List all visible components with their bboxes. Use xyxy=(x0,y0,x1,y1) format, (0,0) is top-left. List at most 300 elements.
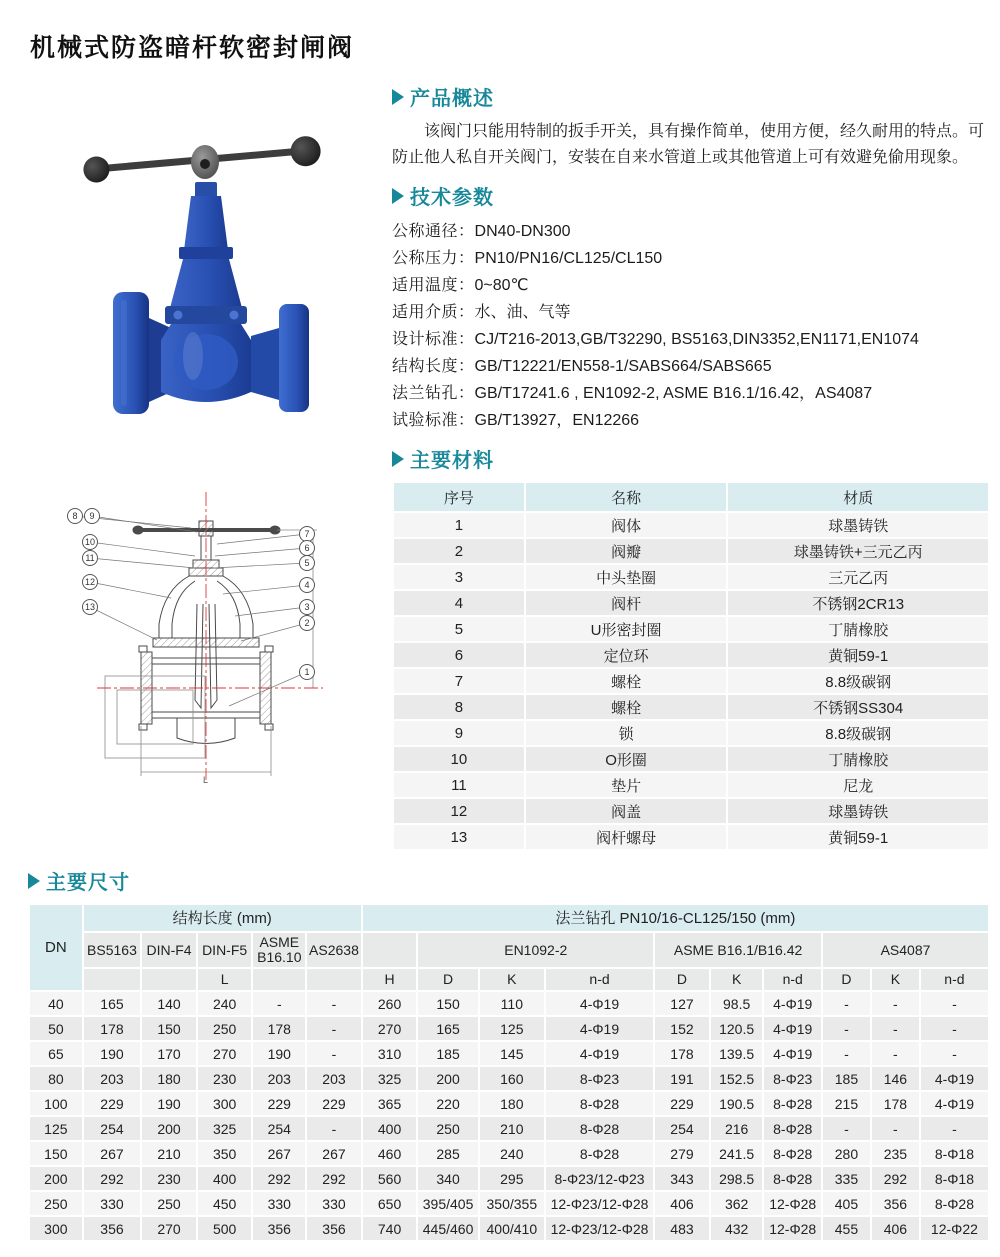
dims-cell: 406 xyxy=(872,1217,919,1240)
dims-cell: 350 xyxy=(198,1142,252,1165)
dims-cell: 450 xyxy=(198,1192,252,1215)
dims-corner-cell: DN xyxy=(30,905,82,990)
materials-header-cell: 材质 xyxy=(728,483,988,511)
materials-cell: 球墨铸铁+三元乙丙 xyxy=(728,539,988,563)
dims-cell: 8-Φ23/12-Φ23 xyxy=(546,1167,653,1190)
table-row xyxy=(30,1142,988,1165)
dims-cell: - xyxy=(307,1042,361,1065)
dims-sub-cell: K xyxy=(711,969,763,990)
dims-cell: 178 xyxy=(84,1017,141,1040)
dims-cell: 165 xyxy=(84,992,141,1015)
dims-sub-cell: n-d xyxy=(921,969,988,990)
dims-cell: 160 xyxy=(480,1067,544,1090)
dims-cell: 210 xyxy=(480,1117,544,1140)
dims-cell: 250 xyxy=(30,1192,82,1215)
dims-cell: 280 xyxy=(823,1142,870,1165)
materials-cell: 定位环 xyxy=(526,643,727,667)
callout-number: 10 xyxy=(84,537,96,548)
dims-cell: 190.5 xyxy=(711,1092,763,1115)
dims-cell: 8-Φ28 xyxy=(764,1167,821,1190)
table-row xyxy=(30,1167,988,1190)
dims-cell: 220 xyxy=(418,1092,477,1115)
dims-cell: 8-Φ28 xyxy=(546,1092,653,1115)
dims-group-length: 结构长度 (mm) xyxy=(84,905,361,931)
dims-cell: 4-Φ19 xyxy=(764,992,821,1015)
dims-cell: - xyxy=(307,992,361,1015)
materials-cell: 中头垫圈 xyxy=(526,565,727,589)
table-row xyxy=(30,1192,988,1215)
materials-cell: 7 xyxy=(394,669,524,693)
dims-cell: 185 xyxy=(823,1067,870,1090)
table-row xyxy=(394,565,988,589)
overview-heading-text: 产品概述 xyxy=(410,88,494,110)
dims-cell: 8-Φ18 xyxy=(921,1142,988,1165)
dims-cell: 127 xyxy=(655,992,709,1015)
table-row xyxy=(30,1067,988,1090)
dims-cell: 150 xyxy=(142,1017,196,1040)
dims-cell: 152 xyxy=(655,1017,709,1040)
dims-cell: 240 xyxy=(480,1142,544,1165)
dims-cell: 260 xyxy=(363,992,417,1015)
dims-cell: 229 xyxy=(84,1092,141,1115)
dims-cell: 343 xyxy=(655,1167,709,1190)
materials-cell: 13 xyxy=(394,825,524,849)
callout-number: 6 xyxy=(304,543,310,554)
dims-cell: 8-Φ23 xyxy=(764,1067,821,1090)
dimension-label-L: L xyxy=(203,775,209,785)
materials-table xyxy=(392,481,990,851)
dims-cell: 125 xyxy=(30,1117,82,1140)
dims-cell: - xyxy=(823,1117,870,1140)
dims-cell: 229 xyxy=(655,1092,709,1115)
dims-cell: 12-Φ22 xyxy=(921,1217,988,1240)
dims-cell: 200 xyxy=(30,1167,82,1190)
dims-cell: 295 xyxy=(480,1167,544,1190)
dimensions-table xyxy=(28,903,990,1242)
dims-cell: 178 xyxy=(253,1017,305,1040)
dims-cell: 362 xyxy=(711,1192,763,1215)
dims-sub-cell xyxy=(253,969,305,990)
param-value: GB/T17241.6 , EN1092-2, ASME B16.1/16.42，AS4087 xyxy=(474,385,873,402)
dims-cell: - xyxy=(872,1017,919,1040)
dims-cell: 356 xyxy=(84,1217,141,1240)
dims-cell: 230 xyxy=(142,1167,196,1190)
callout-number: 7 xyxy=(304,529,310,540)
dims-cell: 4-Φ19 xyxy=(546,992,653,1015)
dims-cell: 8-Φ18 xyxy=(921,1167,988,1190)
callout-number: 5 xyxy=(304,558,310,569)
materials-cell: 8.8级碳钢 xyxy=(728,721,988,745)
dims-standard-cell: DIN-F5 xyxy=(198,933,252,967)
dims-header-row-2 xyxy=(30,933,988,967)
dims-cell: 330 xyxy=(84,1192,141,1215)
callout-number: 2 xyxy=(304,618,310,629)
dims-cell: 254 xyxy=(655,1117,709,1140)
dims-cell: 350/355 xyxy=(480,1192,544,1215)
dims-cell: - xyxy=(921,1017,988,1040)
materials-cell: 8 xyxy=(394,695,524,719)
dims-cell: 300 xyxy=(198,1092,252,1115)
right-column xyxy=(392,82,990,851)
callout-number: 4 xyxy=(304,580,310,591)
materials-cell: 黄铜59-1 xyxy=(728,643,988,667)
dims-cell: 292 xyxy=(84,1167,141,1190)
param-row xyxy=(392,245,990,272)
materials-cell: 5 xyxy=(394,617,524,641)
dims-cell: 560 xyxy=(363,1167,417,1190)
dims-cell: 4-Φ19 xyxy=(921,1067,988,1090)
dims-cell: 229 xyxy=(307,1092,361,1115)
dims-cell: 12-Φ23/12-Φ28 xyxy=(546,1192,653,1215)
dims-cell: - xyxy=(307,1117,361,1140)
dims-cell: - xyxy=(921,992,988,1015)
materials-cell: 尼龙 xyxy=(728,773,988,797)
dims-cell: - xyxy=(872,1042,919,1065)
dims-cell: 120.5 xyxy=(711,1017,763,1040)
dims-cell: 8-Φ28 xyxy=(764,1092,821,1115)
param-row xyxy=(392,380,990,407)
right-flange xyxy=(279,304,309,412)
dims-cell: 110 xyxy=(480,992,544,1015)
dims-cell: 340 xyxy=(418,1167,477,1190)
dims-cell: - xyxy=(307,1017,361,1040)
dims-cell: 40 xyxy=(30,992,82,1015)
callout-number: 3 xyxy=(304,602,310,613)
dims-cell: 270 xyxy=(363,1017,417,1040)
dims-flange-group-cell: AS4087 xyxy=(823,933,988,967)
dims-sub-cell: H xyxy=(363,969,417,990)
dims-cell: 178 xyxy=(655,1042,709,1065)
dims-cell: 395/405 xyxy=(418,1192,477,1215)
dims-cell: 203 xyxy=(307,1067,361,1090)
dims-sub-cell: n-d xyxy=(546,969,653,990)
dims-cell: - xyxy=(823,1042,870,1065)
materials-cell: 11 xyxy=(394,773,524,797)
valve-body xyxy=(113,182,309,414)
table-row xyxy=(30,1042,988,1065)
dims-heading-text: 主要尺寸 xyxy=(46,872,130,894)
table-row xyxy=(394,799,988,823)
dims-cell: 125 xyxy=(480,1017,544,1040)
dims-sub-cell: K xyxy=(872,969,919,990)
dims-cell: 8-Φ28 xyxy=(921,1192,988,1215)
dims-cell: 4-Φ19 xyxy=(764,1017,821,1040)
materials-cell: 3 xyxy=(394,565,524,589)
param-row xyxy=(392,218,990,245)
dims-cell: 279 xyxy=(655,1142,709,1165)
dimensions-section xyxy=(28,866,990,1242)
materials-cell: 10 xyxy=(394,747,524,771)
dims-cell: 300 xyxy=(30,1217,82,1240)
dims-cell: 356 xyxy=(872,1192,919,1215)
dims-cell: 356 xyxy=(307,1217,361,1240)
dims-cell: - xyxy=(253,992,305,1015)
dims-cell: 4-Φ19 xyxy=(546,1042,653,1065)
table-row xyxy=(394,669,988,693)
dims-standard-cell: ASME B16.10 xyxy=(253,933,305,967)
dims-cell: 180 xyxy=(142,1067,196,1090)
dims-cell: 241.5 xyxy=(711,1142,763,1165)
left-flange xyxy=(113,292,149,414)
table-row xyxy=(394,643,988,667)
dims-cell: 216 xyxy=(711,1117,763,1140)
materials-cell: 阀瓣 xyxy=(526,539,727,563)
table-row xyxy=(394,591,988,615)
dims-cell: 229 xyxy=(253,1092,305,1115)
dims-cell: 250 xyxy=(418,1117,477,1140)
dims-header-row-3 xyxy=(30,969,988,990)
dims-cell: 650 xyxy=(363,1192,417,1215)
table-row xyxy=(30,1117,988,1140)
dims-cell: 267 xyxy=(253,1142,305,1165)
callout-number: 1 xyxy=(304,667,310,678)
dims-flange-group-cell: ASME B16.1/B16.42 xyxy=(655,933,821,967)
dims-sub-cell: L xyxy=(198,969,252,990)
page-title: 机械式防盗暗杆软密封闸阀 xyxy=(30,34,355,62)
dims-cell: 400 xyxy=(363,1117,417,1140)
dims-cell: 292 xyxy=(253,1167,305,1190)
dims-cell: 254 xyxy=(253,1117,305,1140)
dims-cell: 8-Φ28 xyxy=(546,1117,653,1140)
dims-cell: 483 xyxy=(655,1217,709,1240)
dims-sub-cell: D xyxy=(655,969,709,990)
callout-number: 11 xyxy=(85,553,95,564)
dims-sub-cell xyxy=(142,969,196,990)
dims-cell: - xyxy=(921,1042,988,1065)
technical-drawing xyxy=(45,486,380,786)
materials-cell: 2 xyxy=(394,539,524,563)
dims-cell: 50 xyxy=(30,1017,82,1040)
dims-cell: 12-Φ23/12-Φ28 xyxy=(546,1217,653,1240)
param-label: 设计标准： xyxy=(392,331,475,348)
materials-cell: 6 xyxy=(394,643,524,667)
dims-cell: 356 xyxy=(253,1217,305,1240)
table-row xyxy=(394,617,988,641)
section-overview-heading xyxy=(392,82,990,111)
callout-number: 12 xyxy=(84,577,96,588)
dims-sub-cell xyxy=(84,969,141,990)
dims-cell: 400/410 xyxy=(480,1217,544,1240)
dims-cell: 12-Φ28 xyxy=(764,1192,821,1215)
materials-cell: 螺栓 xyxy=(526,695,727,719)
materials-cell: 锁 xyxy=(526,721,727,745)
dims-cell: - xyxy=(921,1117,988,1140)
materials-heading-text: 主要材料 xyxy=(410,450,494,472)
dims-cell: 140 xyxy=(142,992,196,1015)
dims-cell: 330 xyxy=(253,1192,305,1215)
dims-cell: 406 xyxy=(655,1192,709,1215)
dims-cell: 203 xyxy=(84,1067,141,1090)
dims-cell: 180 xyxy=(480,1092,544,1115)
dimensions-table-body xyxy=(30,992,988,1240)
dims-sub-cell xyxy=(307,969,361,990)
table-row xyxy=(394,825,988,849)
dims-cell: 190 xyxy=(142,1092,196,1115)
dims-cell: 250 xyxy=(198,1017,252,1040)
materials-cell: 4 xyxy=(394,591,524,615)
dims-sub-cell: D xyxy=(418,969,477,990)
materials-cell: 12 xyxy=(394,799,524,823)
param-value: DN40-DN300 xyxy=(474,223,571,240)
table-row xyxy=(394,773,988,797)
dims-cell: 254 xyxy=(84,1117,141,1140)
valve-section-drawing xyxy=(45,486,380,786)
dims-sub-cell: D xyxy=(823,969,870,990)
dims-sub-cell: K xyxy=(480,969,544,990)
dims-cell: 267 xyxy=(84,1142,141,1165)
dims-cell: 432 xyxy=(711,1217,763,1240)
materials-cell: 阀杆 xyxy=(526,591,727,615)
materials-cell: 不锈钢SS304 xyxy=(728,695,988,719)
section-arrow-icon xyxy=(392,451,404,467)
dims-cell: 191 xyxy=(655,1067,709,1090)
materials-cell: U形密封圈 xyxy=(526,617,727,641)
section-materials-heading xyxy=(392,444,990,473)
dims-cell: 203 xyxy=(253,1067,305,1090)
dims-cell: 400 xyxy=(198,1167,252,1190)
dims-cell: 150 xyxy=(30,1142,82,1165)
dims-standard-cell: BS5163 xyxy=(84,933,141,967)
param-label: 试验标准： xyxy=(392,412,475,429)
materials-cell: 垫片 xyxy=(526,773,727,797)
dims-cell: 460 xyxy=(363,1142,417,1165)
section-arrow-icon xyxy=(392,89,404,105)
dims-cell: 285 xyxy=(418,1142,477,1165)
materials-cell: 阀体 xyxy=(526,513,727,537)
dims-cell: - xyxy=(872,992,919,1015)
param-row xyxy=(392,272,990,299)
dims-cell: 145 xyxy=(480,1042,544,1065)
dims-cell: 325 xyxy=(198,1117,252,1140)
param-label: 法兰钻孔： xyxy=(392,385,475,402)
dims-cell: 298.5 xyxy=(711,1167,763,1190)
valve-photo-illustration xyxy=(55,100,377,422)
param-row xyxy=(392,299,990,326)
tech-params-list xyxy=(392,218,990,434)
materials-cell: 三元乙丙 xyxy=(728,565,988,589)
overview-body: 该阀门只能用特制的扳手开关，具有操作简单，使用方便，经久耐用的特点。可防止他人私自开关阀门，安装在自来水管道上或其他管道上可有效避免偷用现象。 xyxy=(392,123,985,166)
table-row xyxy=(394,539,988,563)
product-photo xyxy=(55,100,377,422)
param-label: 适用介质： xyxy=(392,304,475,321)
dims-cell: 270 xyxy=(198,1042,252,1065)
table-row xyxy=(30,992,988,1015)
dims-cell: 8-Φ28 xyxy=(764,1142,821,1165)
callout-number: 8 xyxy=(72,511,78,522)
dims-cell: 146 xyxy=(872,1067,919,1090)
dims-cell: 455 xyxy=(823,1217,870,1240)
table-row xyxy=(30,1092,988,1115)
section-tech-params-heading xyxy=(392,181,990,210)
callout-number: 9 xyxy=(89,511,95,522)
table-row xyxy=(394,721,988,745)
param-value: GB/T12221/EN558-1/SABS664/SABS665 xyxy=(474,358,772,375)
dims-sub-cell: n-d xyxy=(764,969,821,990)
dims-group-flange: 法兰钻孔 PN10/16-CL125/150 (mm) xyxy=(363,905,988,931)
dims-cell: 330 xyxy=(307,1192,361,1215)
dims-cell: 405 xyxy=(823,1192,870,1215)
param-value: 0~80℃ xyxy=(474,277,529,294)
dims-cell: 325 xyxy=(363,1067,417,1090)
dims-cell: 178 xyxy=(872,1092,919,1115)
section-arrow-icon xyxy=(28,873,40,889)
materials-header-cell: 序号 xyxy=(394,483,524,511)
dims-cell: 210 xyxy=(142,1142,196,1165)
param-row xyxy=(392,353,990,380)
dims-cell: 98.5 xyxy=(711,992,763,1015)
param-value: GB/T13927，EN12266 xyxy=(474,412,640,429)
dims-cell: 230 xyxy=(198,1067,252,1090)
dims-cell: 215 xyxy=(823,1092,870,1115)
param-value: 水、油、气等 xyxy=(474,304,571,321)
materials-cell: 丁腈橡胶 xyxy=(728,617,988,641)
dims-cell: 80 xyxy=(30,1067,82,1090)
dims-cell: 445/460 xyxy=(418,1217,477,1240)
materials-cell: 9 xyxy=(394,721,524,745)
dims-cell: 270 xyxy=(142,1217,196,1240)
dims-cell: 740 xyxy=(363,1217,417,1240)
dims-cell: 4-Φ19 xyxy=(546,1017,653,1040)
materials-cell: 黄铜59-1 xyxy=(728,825,988,849)
dims-cell: 139.5 xyxy=(711,1042,763,1065)
param-value: CJ/T216-2013,GB/T32290, BS5163,DIN3352,EN1171,EN1074 xyxy=(474,331,919,348)
param-value: PN10/PN16/CL125/CL150 xyxy=(474,250,663,267)
dims-cell: 240 xyxy=(198,992,252,1015)
materials-cell: 球墨铸铁 xyxy=(728,513,988,537)
dims-cell: - xyxy=(823,1017,870,1040)
dims-standard-cell: AS2638 xyxy=(307,933,361,967)
param-label: 公称通径： xyxy=(392,223,475,240)
materials-cell: O形圈 xyxy=(526,747,727,771)
dimensions-table-head xyxy=(30,905,988,990)
table-row xyxy=(394,695,988,719)
materials-cell: 阀杆螺母 xyxy=(526,825,727,849)
dims-cell: - xyxy=(872,1117,919,1140)
dims-cell: 365 xyxy=(363,1092,417,1115)
section-dims-heading xyxy=(28,866,990,895)
dims-cell: 152.5 xyxy=(711,1067,763,1090)
dims-cell: 250 xyxy=(142,1192,196,1215)
materials-cell: 球墨铸铁 xyxy=(728,799,988,823)
dims-cell: 190 xyxy=(253,1042,305,1065)
dims-cell: 310 xyxy=(363,1042,417,1065)
dims-cell: 4-Φ19 xyxy=(921,1092,988,1115)
dims-cell: 335 xyxy=(823,1167,870,1190)
dims-cell: 100 xyxy=(30,1092,82,1115)
dims-cell: 200 xyxy=(418,1067,477,1090)
materials-cell: 不锈钢2CR13 xyxy=(728,591,988,615)
dims-cell: 12-Φ28 xyxy=(764,1217,821,1240)
dims-blank-cell xyxy=(363,933,417,967)
dims-header-row-1 xyxy=(30,905,988,931)
dims-flange-group-cell: EN1092-2 xyxy=(418,933,653,967)
materials-table-head xyxy=(394,483,988,511)
dims-cell: 8-Φ28 xyxy=(764,1117,821,1140)
dims-cell: 185 xyxy=(418,1042,477,1065)
table-row xyxy=(30,1217,988,1240)
param-row xyxy=(392,407,990,434)
dims-cell: 292 xyxy=(307,1167,361,1190)
materials-cell: 8.8级碳钢 xyxy=(728,669,988,693)
dims-cell: 292 xyxy=(872,1167,919,1190)
table-row xyxy=(394,513,988,537)
dims-cell: 65 xyxy=(30,1042,82,1065)
section-arrow-icon xyxy=(392,188,404,204)
materials-cell: 阀盖 xyxy=(526,799,727,823)
dims-cell: 190 xyxy=(84,1042,141,1065)
dims-cell: 500 xyxy=(198,1217,252,1240)
dims-cell: 267 xyxy=(307,1142,361,1165)
